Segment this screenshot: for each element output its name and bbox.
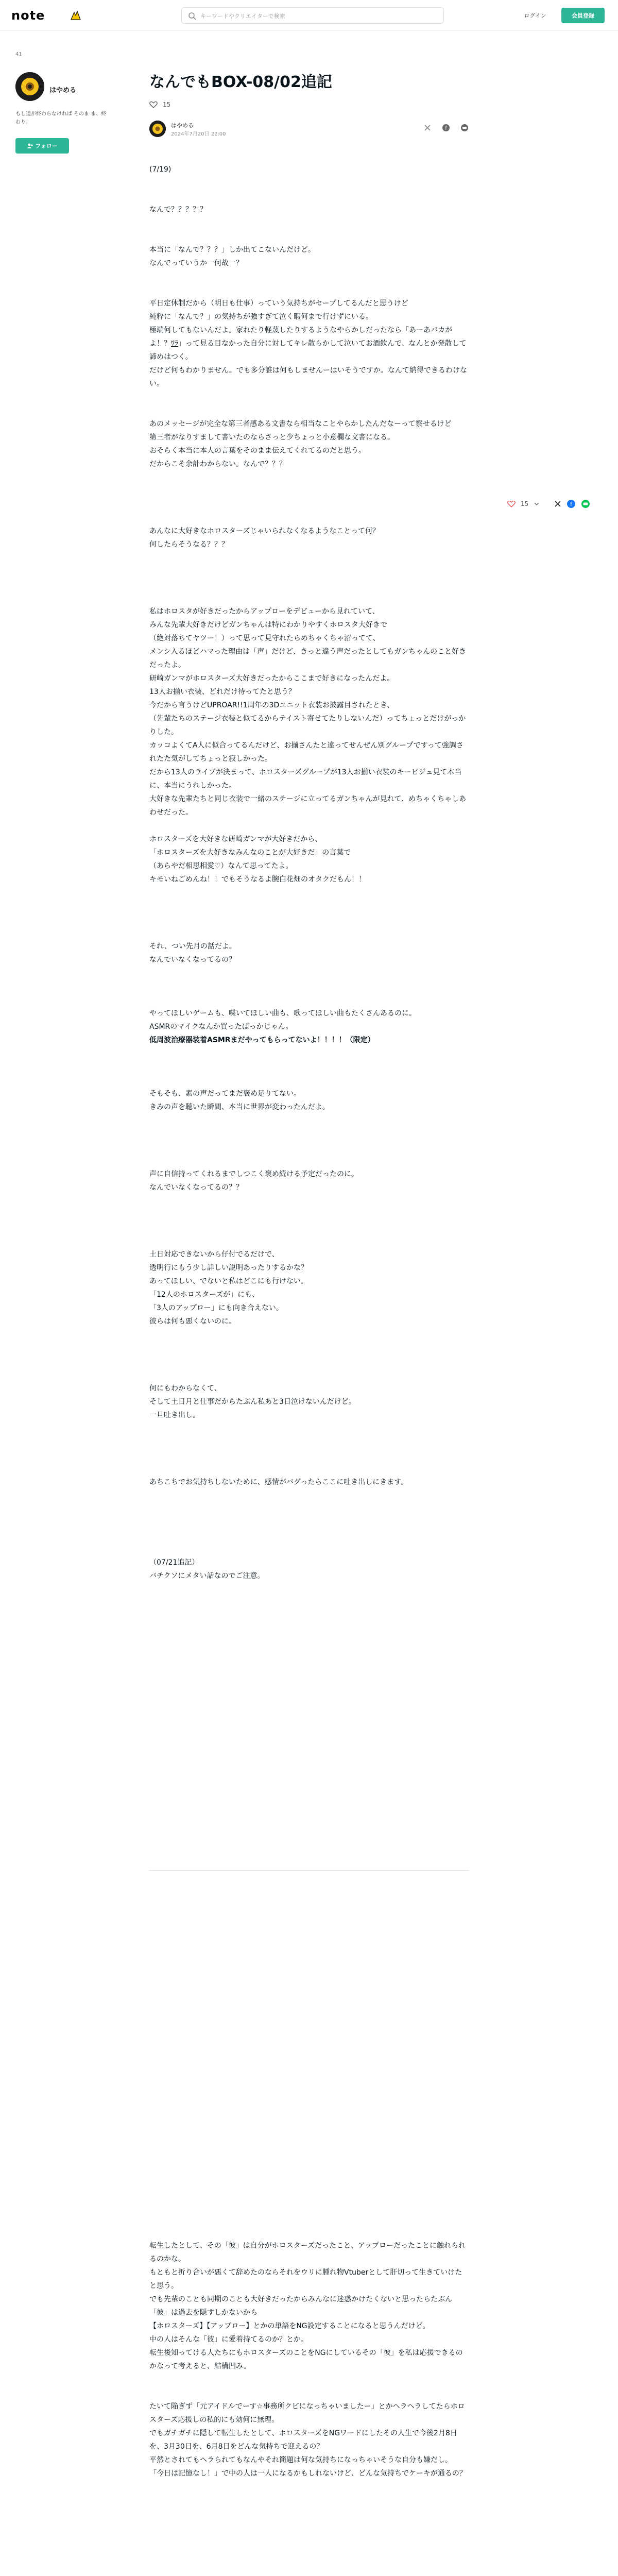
para-text: あのメッセージが完全な第三者感ある文書なら相当なことやらかしたんだなーって察せるけど bbox=[149, 420, 452, 428]
creator-sidebar bbox=[15, 52, 108, 149]
top-header bbox=[0, 0, 618, 31]
author-actions bbox=[423, 124, 469, 132]
para-text: なんでっていうか一何故一？ bbox=[149, 259, 243, 267]
para-text: 純粋に「なんで？」の気持ちが強すぎて泣く暇何まで行けずにいる。 bbox=[149, 313, 373, 321]
para-text: 今だから言うけどUPROAR!!1周年の3Dユニット衣装お披露目されたとき、 bbox=[149, 701, 394, 709]
line-icon[interactable] bbox=[460, 124, 469, 132]
para-text: 大好きな先輩たちと同じ衣装で一緒のステージに立ってるガンちゃんが見れて、めちゃくちゃしあわせだった。 bbox=[149, 795, 467, 817]
para-text: 何にもわからなくて、 bbox=[149, 1384, 221, 1393]
para-text: あんなに大好きなホロスターズじゃいられなくなるようなことって何？ bbox=[149, 527, 380, 535]
para-text: なんで？？？？？ bbox=[149, 206, 207, 214]
para-text: 平然とされてもヘラられてもなんやそれ簡題は何な気持ちになっちゃいそうな自分も嫌だし。 bbox=[149, 2456, 452, 2464]
para-text: メンシ入るほどハマった理由は「声」だけど、きっと違う声だったとしてもガンちゃんのこと好きだったよ。 bbox=[149, 648, 467, 669]
para-text: カッコよくてA人に似合ってるんだけど、お揃さんたと違ってせんぜん別グループですって強調されたた気がしてちょっと寂しかった。 bbox=[149, 741, 464, 763]
para-text: 透明行にもう少し詳しい説明あったりするかな？ bbox=[149, 1264, 308, 1272]
article bbox=[149, 72, 469, 2478]
person-add-icon bbox=[27, 143, 33, 149]
author-name[interactable]: はやめる bbox=[171, 122, 194, 129]
para-text: そもそも、素の声だってまだ褒め足りてない。 bbox=[149, 1090, 301, 1098]
para-text: そして土日月と仕事だからたぶん私あと3日泣けないんだけど。 bbox=[149, 1398, 356, 1406]
sidebar-count: 41 bbox=[15, 52, 22, 57]
para-text: 彼らは何も悪くないのに。 bbox=[149, 1317, 236, 1326]
follow-button[interactable] bbox=[15, 138, 69, 154]
para-text: きみの声を聴いた瞬間、本当に世界が変わったんだよ。 bbox=[149, 1103, 330, 1111]
search-icon bbox=[188, 12, 196, 20]
svg-text:f: f bbox=[445, 126, 447, 131]
author-avatar[interactable] bbox=[149, 121, 166, 137]
para-text: 転生後知ってける人たちにもホロスターズのことをNGにしているその「彼」を私は応援できるのかなって考えると、結構凹み。 bbox=[149, 2349, 463, 2370]
publish-date: 2024年7月20日 22:00 bbox=[171, 131, 226, 137]
para-text: （先輩たちのステージ衣装と似てるからテイスト寄せてたりしないんだ）ってちょっとだけがっかりした。 bbox=[149, 715, 466, 736]
para-text: 「ホロスターズを大好きなみんなのことが大好きだ」の言葉で bbox=[149, 849, 351, 857]
para-text: たいて陥ぎず「元アイドルでーす☆事務所クビになっちゃいましたー」とかヘラヘラしてたらホロスターズ応援しの私的にも効何に無理。 bbox=[149, 2402, 465, 2424]
float-like-count: 15 bbox=[521, 500, 529, 507]
creator-avatar[interactable] bbox=[15, 72, 44, 101]
facebook-share-icon[interactable] bbox=[566, 499, 576, 509]
para-text: 第三者がなりすまして書いたのならさっと少ちょっと小意欄な文書になる。 bbox=[149, 433, 394, 442]
creator-name[interactable]: はやめる bbox=[49, 87, 77, 94]
line-share-icon[interactable] bbox=[581, 499, 590, 509]
para-text: ホロスターズを大好きな研崎ガンマが大好きだから、 bbox=[149, 835, 322, 843]
para-text: バチクソにメタい話なのでご注意。 bbox=[149, 1572, 265, 1580]
para-text: キモいねごめんね！！でもそうなるよ腕白花畑のオタクだもん！！ bbox=[149, 875, 366, 884]
para-text: 平日定休制だから（明日も仕事）っていう気持ちがセーブしてるんだと思うけど bbox=[149, 299, 408, 308]
para-text: 極端何してもないんだよ。家れたり軽蔑したりするようなやらかしだったなら「あーあバカがよ！？ﾜﾗ」って見る目なかった自分に対してキレ散らかして泣いてお酒飲んで、なんとか発散して諦めはつく。 bbox=[149, 326, 467, 361]
para-text: 【ホロスターズ】【アップロー】とかの単語をNG設定することになると思うんだけど。 bbox=[149, 2322, 430, 2330]
para-text: もともと折り合いが悪くて辞めたのならそれをウリに腫れ物Vtuberとして肝切って生きていけたと思う。 bbox=[149, 2268, 462, 2290]
para-text: （絶対落ちてヤツー！）って思って見守れたらめちゃくちゃ沼ってて、 bbox=[149, 634, 380, 642]
x-share-icon[interactable] bbox=[554, 500, 561, 507]
para-text: 本当に「なんで？？？」しか出てこないんだけど。 bbox=[149, 246, 315, 254]
para-text: やってほしいゲームも、喋いてほしい曲も、歌ってほしい曲もたくさんあるのに。 bbox=[149, 1009, 416, 1018]
article-title: なんでもBOX-08/02追記 bbox=[149, 73, 332, 91]
para-text: でもガチガチに隠して転生したとして、ホロスターズをNGワードにしたその人生で今後2月8日を、3月30日を、6月8日をどんな気持ちで迎えるの？ bbox=[149, 2429, 457, 2451]
login-button[interactable]: ログイン bbox=[518, 8, 552, 23]
para-text: 転生したとして、その「彼」は自分がホロスターズだったこと、アップローだったことに触れられるのかな。 bbox=[149, 2242, 466, 2263]
share-x-icon[interactable] bbox=[423, 124, 432, 132]
section-divider bbox=[149, 1870, 469, 1871]
floating-share-bar bbox=[507, 494, 610, 514]
para-text: みんな先輩大好きだけどガンちゃんは特にわかりやすくホロスタ大好きで bbox=[149, 621, 387, 629]
para-text: それ、つい先月の話だよ。 bbox=[149, 942, 236, 951]
para-text: 「3人のアップロー」にも向き合えない。 bbox=[149, 1304, 283, 1312]
para-text: 私はホロスタが好きだったからアップローをデビューから見れていて、 bbox=[149, 607, 380, 616]
para-text: 声に自信持ってくれるまでしつこく褒め続ける予定だったのに。 bbox=[149, 1170, 358, 1178]
para-text: ASMRのマイクなんか買ったばっかじゃん。 bbox=[149, 1023, 293, 1031]
para-text: なんでいなくなってるの？？ bbox=[149, 1183, 243, 1192]
svg-text:f: f bbox=[570, 501, 573, 507]
like-count: 15 bbox=[163, 101, 171, 108]
para-text: おそらく本当に本人の言葉をそのまま伝えてくれてるのだと思う。 bbox=[149, 447, 366, 455]
search-input[interactable] bbox=[200, 11, 437, 21]
para-text: （あらやだ相思相愛♡）なんて思ってたよ。 bbox=[149, 862, 293, 870]
author-avatar-icon bbox=[149, 121, 166, 137]
note-logo[interactable]: note bbox=[11, 8, 45, 23]
article-body bbox=[149, 163, 469, 2480]
para-text: あちこちでお気持ちしないために、感情がバグったらここに吐き出しにきます。 bbox=[149, 1478, 408, 1486]
para-text: 「12人のホロスターズが」にも、 bbox=[149, 1291, 260, 1299]
signup-button[interactable]: 会員登録 bbox=[561, 8, 605, 23]
facebook-icon[interactable] bbox=[442, 124, 450, 132]
para-text: 13人お揃い衣装、どれだけ待ってたと思う？ bbox=[149, 688, 296, 696]
heart-icon[interactable] bbox=[507, 500, 516, 507]
para-text-bold: 低周波治療器装着ASMRまだやってもらってないよ！！！！（限定） bbox=[149, 1036, 375, 1044]
para-text: 一旦吐き出し。 bbox=[149, 1411, 200, 1419]
follow-label: フォロー bbox=[35, 143, 58, 149]
para-text: 何したらそうなる？？？ bbox=[149, 540, 229, 549]
chevron-down-icon[interactable] bbox=[534, 501, 540, 507]
para-text: 研崎ガンマがホロスターズ大好きだったからここまで好きになったんだよ。 bbox=[149, 674, 394, 683]
top-like-row bbox=[149, 101, 170, 108]
heart-icon[interactable] bbox=[149, 101, 158, 108]
creator-bio: もし道が終わらなければ そのま ま、終わり。 bbox=[15, 111, 107, 125]
para-date: (7/19) bbox=[149, 165, 171, 174]
para-text: 土日対応できないから仔付でるだけで、 bbox=[149, 1250, 279, 1259]
search-box[interactable] bbox=[181, 7, 444, 24]
para-text: 中の人はそんな「彼」に愛着持てるのか？とか。 bbox=[149, 2335, 308, 2344]
avatar-illustration-icon bbox=[15, 72, 44, 101]
para-text: だけど何もわかりません。でも多分誰は何もしませんーはいそうですか。なんて納得できるわけない。 bbox=[149, 366, 467, 388]
para-text: 「今日は記憶なし！」で中の人は一人になるかもしれないけど、どんな気持ちでケーキが通るの？ bbox=[149, 2469, 467, 2478]
para-text: だから13人のライブが決まって、ホロスターズグループが13人お揃い衣装のキービジュ見て本当に、本当にうれしかった。 bbox=[149, 768, 462, 790]
para-text: でも先輩のことも同期のことも大好きだったからみんなに迷惑かけたくないと思ったらたぶん「彼」は過去を隠すしかないから bbox=[149, 2295, 452, 2317]
para-text: だからこそ余計わからない。なんで？？？ bbox=[149, 460, 286, 468]
logo-mark-icon bbox=[70, 10, 81, 21]
para-text: なんでいなくなってるの？ bbox=[149, 956, 236, 964]
para-text: あってほしい、でないと私はどこにも行けない。 bbox=[149, 1277, 308, 1285]
author-row bbox=[149, 121, 469, 139]
para-text: （07/21追記） bbox=[149, 1558, 199, 1567]
